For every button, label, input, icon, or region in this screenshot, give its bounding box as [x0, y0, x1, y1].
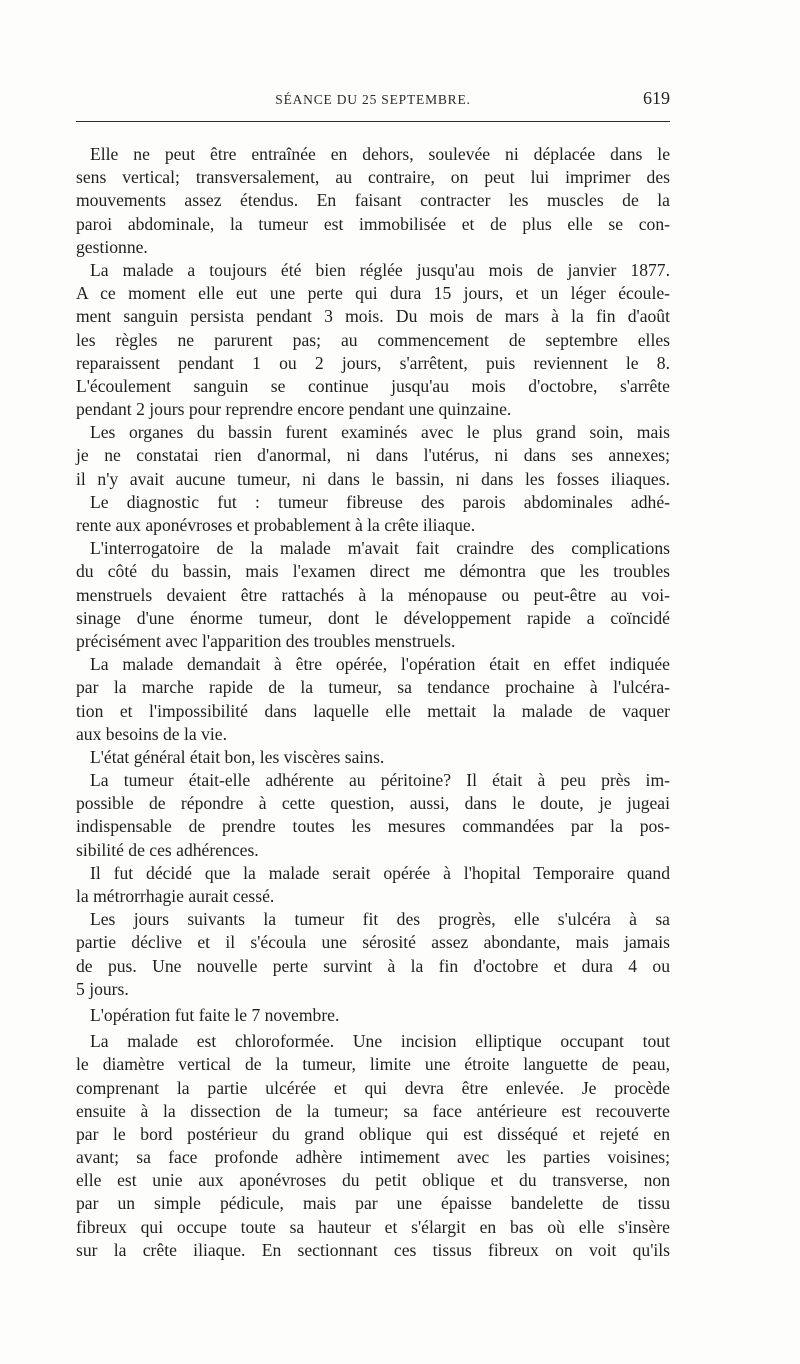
text-line: du côté du bassin, mais l'examen direct me démontra que les troubles [76, 561, 670, 582]
text-line: L'état général était bon, les viscères sains. [90, 746, 385, 767]
text-line: par un simple pédicule, mais par une épaisse bandelette de tissu [76, 1193, 670, 1214]
text-line: Elle ne peut être entraînée en dehors, soulevée ni déplacée dans le [90, 144, 670, 164]
text-line: je ne constatai rien d'anormal, ni dans l'utérus, ni dans ses annexes; [76, 445, 670, 466]
body-text [76, 143, 670, 1262]
text-line: pendant 2 jours pour reprendre encore pendant une quinzaine. [76, 399, 512, 420]
text-line: possible de répondre à cette question, aussi, dans le doute, je jugeai [76, 793, 670, 814]
text-line: précisément avec l'apparition des troubles menstruels. [76, 630, 456, 651]
text-line: ensuite à la dissection de la tumeur; sa face antérieure est recouverte [76, 1100, 670, 1121]
text-line: aux besoins de la vie. [76, 723, 227, 744]
text-line: par la marche rapide de la tumeur, sa tendance prochaine à l'ulcéra- [76, 677, 670, 698]
text-line: Il fut décidé que la malade serait opérée à l'hopital Temporaire quand [90, 862, 670, 883]
text-line: sinage d'une énorme tumeur, dont le développement rapide a coïncidé [76, 607, 670, 628]
text-line: reparaissent pendant 1 ou 2 jours, s'arrêtent, puis reviennent le 8. [76, 352, 670, 373]
text-line: avant; sa face profonde adhère intimement avec les parties voisines; [76, 1147, 670, 1168]
text-line: rente aux aponévroses et probablement à la crête iliaque. [76, 515, 476, 535]
text-line: le diamètre vertical de la tumeur, limite une étroite languette de peau, [76, 1054, 670, 1075]
text-line: sur la crête iliaque. En sectionnant ces tissus fibreux on voit qu'ils [76, 1239, 670, 1260]
text-line: paroi abdominale, la tumeur est immobilisée et de plus elle se con- [76, 213, 670, 234]
text-line: elle est unie aux aponévroses du petit oblique et du transverse, non [76, 1170, 670, 1191]
text-line: L'interrogatoire de la malade m'avait fait craindre des complications [90, 538, 670, 559]
page-number: 619 [643, 88, 670, 108]
text-line: La tumeur était-elle adhérente au péritoine? Il était à peu près im- [90, 770, 670, 791]
text-line: fibreux qui occupe toute sa hauteur et s'élargit en bas où elle s'insère [76, 1216, 670, 1237]
text-line: la métrorrhagie aurait cessé. [76, 886, 275, 906]
text-line: sibilité de ces adhérences. [76, 839, 259, 860]
text-line: par le bord postérieur du grand oblique qui est disséqué et rejeté en [76, 1123, 670, 1144]
running-title: SÉANCE DU 25 SEPTEMBRE. [275, 92, 471, 107]
text-line: de pus. Une nouvelle perte survint à la fin d'octobre et dura 4 ou [76, 955, 670, 976]
text-line: comprenant la partie ulcérée et qui devra être enlevée. Je procède [76, 1077, 670, 1098]
text-line: gestionne. [76, 236, 148, 257]
text-line: Les organes du bassin furent examinés avec le plus grand soin, mais [90, 422, 670, 443]
text-line: menstruels devaient être rattachés à la ménopause ou peut-être au voi- [76, 584, 670, 605]
text-line: les règles ne parurent pas; au commencement de septembre elles [76, 329, 670, 350]
text-line: 5 jours. [76, 978, 129, 999]
text-line: mouvements assez étendus. En faisant contracter les muscles de la [76, 190, 670, 211]
text-line: indispensable de prendre toutes les mesures commandées par la pos- [76, 816, 670, 837]
text-line: partie déclive et il s'écoula une sérosité assez abondante, mais jamais [76, 932, 670, 953]
text-line: La malade demandait à être opérée, l'opération était en effet indiquée [90, 654, 670, 675]
text-line: A ce moment elle eut une perte qui dura 15 jours, et un léger écoule- [76, 283, 670, 304]
text-line: La malade est chloroformée. Une incision elliptique occupant tout [90, 1031, 670, 1052]
text-line: sens vertical; transversalement, au contraire, on peut lui imprimer des [76, 167, 670, 188]
text-line: il n'y avait aucune tumeur, ni dans le bassin, ni dans les fosses iliaques. [76, 468, 670, 489]
text-line: Les jours suivants la tumeur fit des progrès, elle s'ulcéra à sa [90, 909, 670, 930]
text-line: tion et l'impossibilité dans laquelle elle mettait la malade de vaquer [76, 700, 670, 721]
header-rule [76, 121, 670, 122]
text-line: Le diagnostic fut : tumeur fibreuse des parois abdominales adhé- [90, 491, 670, 512]
text-line: L'opération fut faite le 7 novembre. [90, 1004, 340, 1025]
running-head [76, 88, 670, 114]
text-line: La malade a toujours été bien réglée jusqu'au mois de janvier 1877. [90, 259, 670, 280]
text-line: L'écoulement sanguin se continue jusqu'au mois d'octobre, s'arrête [76, 375, 670, 396]
text-line: ment sanguin persista pendant 3 mois. Du mois de mars à la fin d'août [76, 306, 670, 327]
